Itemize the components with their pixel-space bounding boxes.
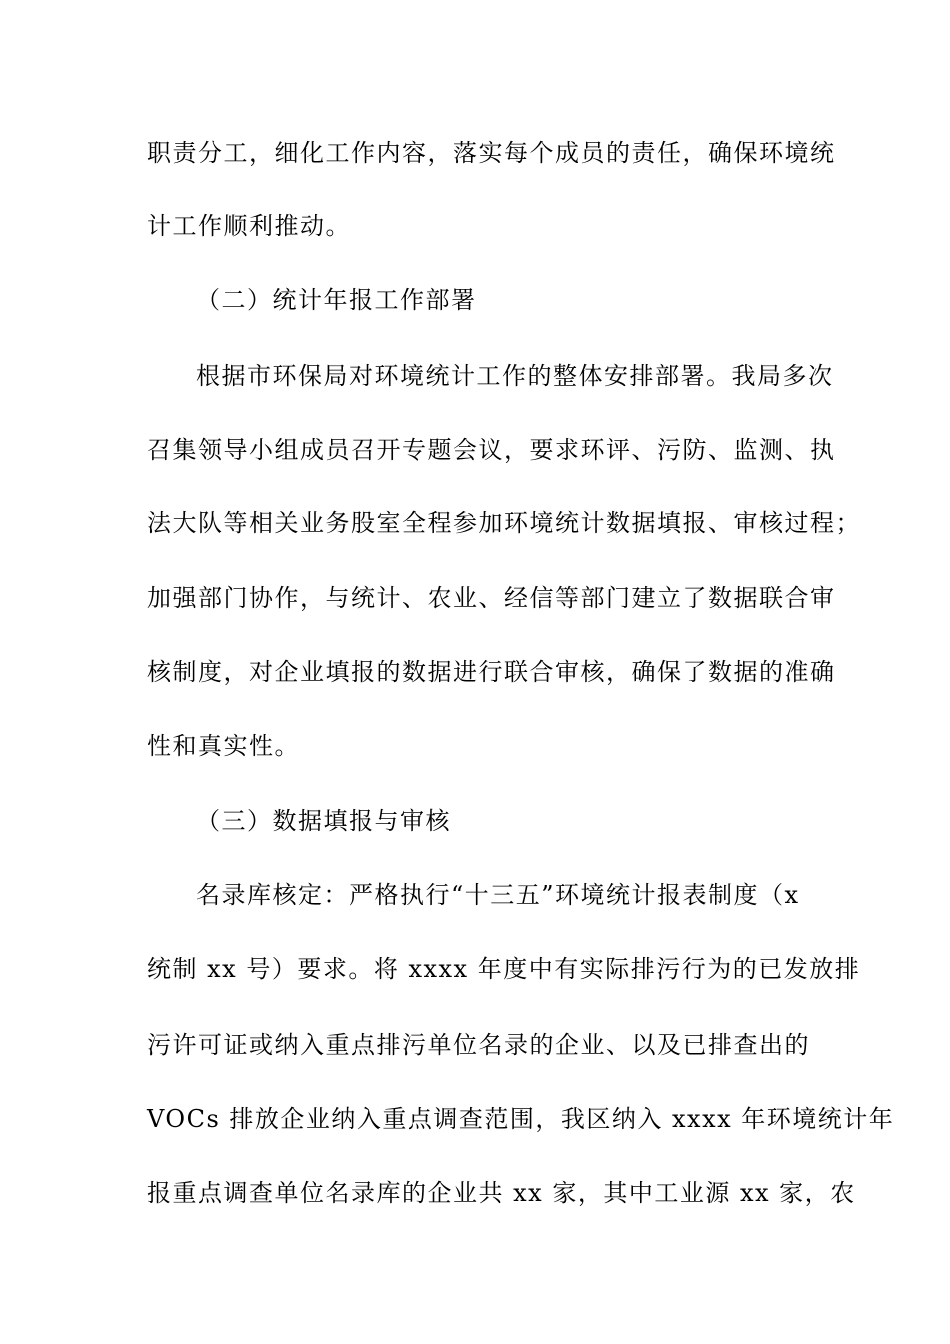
paragraph-line: 加强部门协作，与统计、农业、经信等部门建立了数据联合审 [147,584,836,612]
paragraph-line: VOCs 排放企业纳入重点调查范围，我区纳入 xxxx 年环境统计年 [147,1105,895,1133]
paragraph-line: 根据市环保局对环境统计工作的整体安排部署。我局多次 [196,362,834,390]
paragraph-line: 法大队等相关业务股室全程参加环境统计数据填报、审核过程； [147,509,861,537]
paragraph-line: 核制度，对企业填报的数据进行联合审核，确保了数据的准确 [147,658,836,686]
paragraph-line: 职责分工，细化工作内容，落实每个成员的责任，确保环境统 [147,139,836,167]
paragraph-line: 污许可证或纳入重点排污单位名录的企业、以及已排查出的 [147,1031,810,1059]
paragraph-line: 计工作顺利推动。 [147,212,351,240]
section-heading: （三）数据填报与审核 [196,807,451,835]
paragraph-line: 性和真实性。 [147,732,300,760]
paragraph-line: 名录库核定：严格执行“十三五”环境统计报表制度（x [196,881,800,909]
paragraph-line: 报重点调查单位名录库的企业共 xx 家，其中工业源 xx 家，农 [147,1179,856,1207]
section-heading: （二）统计年报工作部署 [196,286,477,314]
paragraph-line: 召集领导小组成员召开专题会议，要求环评、污防、监测、执 [147,436,836,464]
paragraph-line: 统制 xx 号）要求。将 xxxx 年度中有实际排污行为的已发放排 [147,955,861,983]
